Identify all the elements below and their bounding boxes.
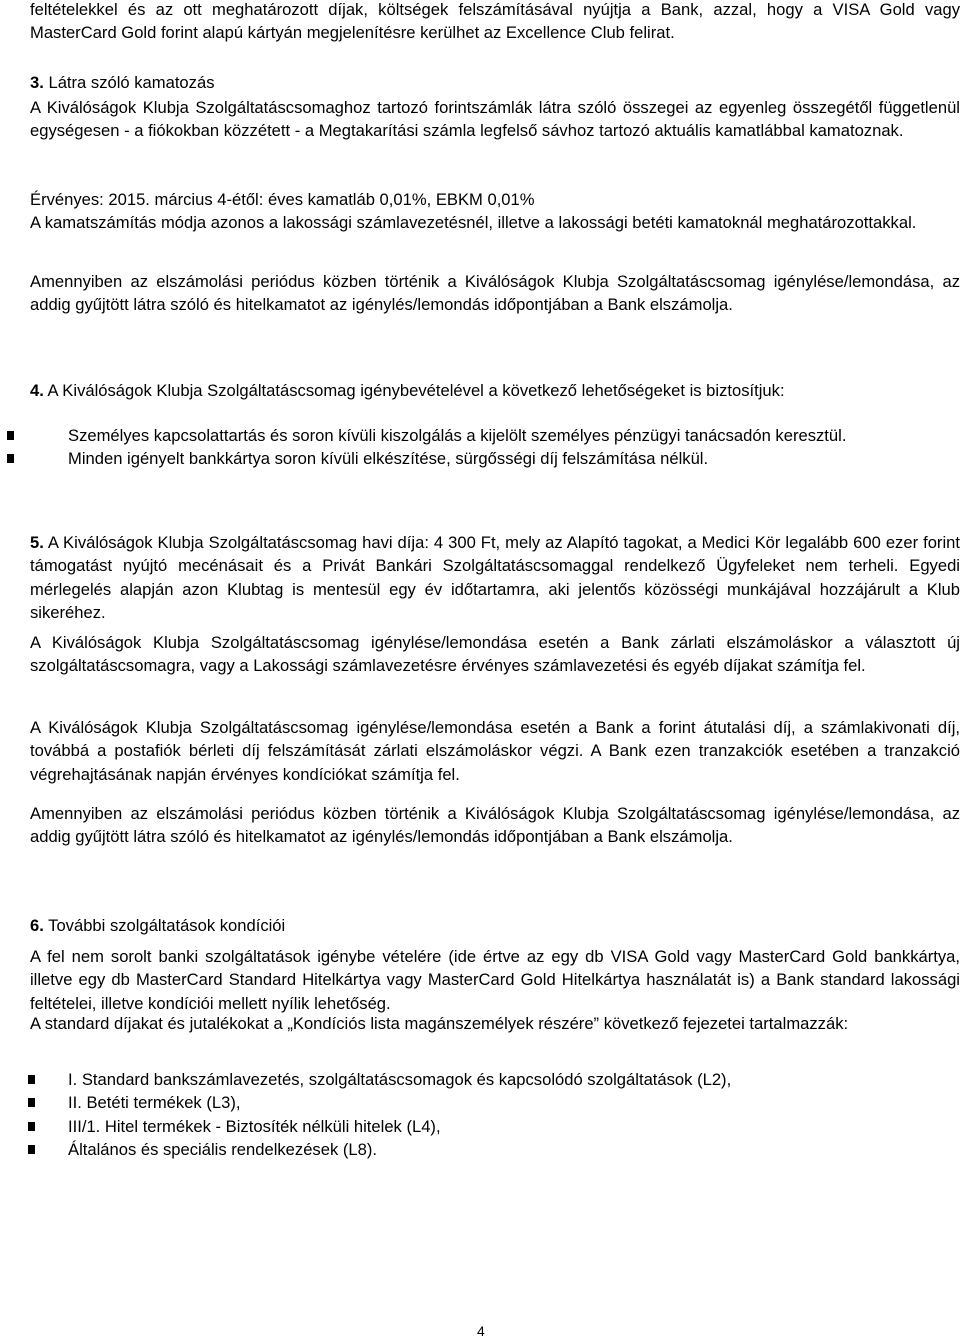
section-6-paragraph-2: A standard díjakat és jutalékokat a „Kondíciós lista magánszemélyek részére” következő fejezetei tartalmazzák:	[30, 1014, 849, 1033]
section-6-title: További szolgáltatások kondíciói	[48, 916, 286, 935]
section-3-validity: Érvényes: 2015. március 4-étől: éves kamatláb 0,01%, EBKM 0,01%	[30, 190, 535, 209]
list-item: Általános és speciális rendelkezések (L8).	[28, 1138, 960, 1161]
list-item: Személyes kapcsolattartás és soron kívüli kiszolgálás a kijelölt személyes pénzügyi tanácsadón keresztül.	[7, 424, 960, 447]
section-6-number: 6.	[30, 916, 44, 935]
section-5-paragraph-4: Amennyiben az elszámolási periódus közben történik a Kiválóságok Klubja Szolgáltatáscsomag igénylése/lemondása, az addig gyűjtött látra szóló és hitelkamatot az igénylés/lemondás időpontjában a Bank elszámolja.	[30, 804, 960, 847]
list-item: Minden igényelt bankkártya soron kívüli elkészítése, sürgősségi díj felszámítása nélkül.	[7, 447, 960, 470]
bullet-icon	[28, 1098, 35, 1107]
bullet-icon	[7, 431, 14, 440]
section-4-bullet-list	[7, 424, 960, 471]
bullet-icon	[28, 1075, 35, 1084]
section-5-number: 5.	[30, 533, 44, 552]
section-5-paragraph-3: A Kiválóságok Klubja Szolgáltatáscsomag igénylése/lemondása esetén a Bank a forint átutalási díj, a számlakivonati díj, továbbá a postafiók bérleti díj felszámítását zárlati elszámoláskor végzi. A Bank ezen tranzakciók esetében a tranzakció végrehajtásának napján érvényes kondíciókat számítja fel.	[30, 718, 960, 784]
list-item: II. Betéti termékek (L3),	[28, 1091, 960, 1114]
section-3-title: Látra szóló kamatozás	[48, 73, 215, 92]
section-4-text: A Kiválóságok Klubja Szolgáltatáscsomag igénybevételével a következő lehetőségeket is biztosítjuk:	[47, 381, 785, 400]
section-3-paragraph-3: Amennyiben az elszámolási periódus közben történik a Kiválóságok Klubja Szolgáltatáscsomag igénylése/lemondása, az addig gyűjtött látra szóló és hitelkamatot az igénylés/lemondás időpontjában a Bank elszámolja.	[30, 272, 960, 315]
section-3-heading	[30, 71, 960, 94]
intro-paragraph: feltételekkel és az ott meghatározott díjak, költségek felszámításával nyújtja a Bank, azzal, hogy a VISA Gold vagy MasterCard Gold forint alapú kártyán megjelenítésre kerülhet az Excellence Club felirat.	[30, 0, 960, 43]
section-3-paragraph-2: A kamatszámítás módja azonos a lakossági számlavezetésnél, illetve a lakossági betéti kamatoknál meghatározottakkal.	[30, 213, 917, 232]
section-6-heading	[30, 914, 960, 937]
bullet-icon	[28, 1145, 35, 1154]
section-6-paragraph-1: A fel nem sorolt banki szolgáltatások igénybe vételére (ide értve az egy db VISA Gold vagy MasterCard Gold bankkártya, illetve egy db MasterCard Standard Hitelkártya vagy MasterCard Gold Hitelkártya használatát is) a Bank standard lakossági feltételei, illetve kondíciói mellett nyílik lehetőség.	[30, 947, 960, 1013]
section-5-paragraph-2: A Kiválóságok Klubja Szolgáltatáscsomag igénylése/lemondása esetén a Bank zárlati elszámoláskor a választott új szolgáltatáscsomagra, vagy a Lakossági számlavezetésre érvényes számlavezetési és egyéb díjakat számítja fel.	[30, 633, 960, 676]
list-item: III/1. Hitel termékek - Biztosíték nélküli hitelek (L4),	[28, 1115, 960, 1138]
section-6-bullet-list	[28, 1068, 960, 1162]
page-number: 4	[477, 1323, 485, 1339]
bullet-icon	[28, 1122, 35, 1131]
section-4-heading	[30, 379, 960, 402]
section-5-paragraph-1: 5. A Kiválóságok Klubja Szolgáltatáscsomag havi díja: 4 300 Ft, mely az Alapító tagokat, a Medici Kör legalább 600 ezer forint támogatást nyújtó mecénásait és a Privát Bankári Szolgáltatáscsomaggal rendelkező Ügyfeleket nem terheli. Egyedi mérlegelés alapján azon Klubtag is mentesül egy év időtartamra, aki jelentős közösségi munkájával hozzájárult a Klub sikeréhez.	[30, 533, 960, 623]
section-3-paragraph-1: A Kiválóságok Klubja Szolgáltatáscsomaghoz tartozó forintszámlák látra szóló összegei az egyenleg összegétől függetlenül egységesen - a fiókokban közzétett - a Megtakarítási számla legfelső sávhoz tartozó aktuális kamatlábbal kamatoznak.	[30, 98, 960, 141]
bullet-icon	[7, 454, 14, 463]
section-4-number: 4.	[30, 381, 44, 400]
section-3-number: 3.	[30, 73, 44, 92]
list-item: I. Standard bankszámlavezetés, szolgáltatáscsomagok és kapcsolódó szolgáltatások (L2),	[28, 1068, 960, 1091]
